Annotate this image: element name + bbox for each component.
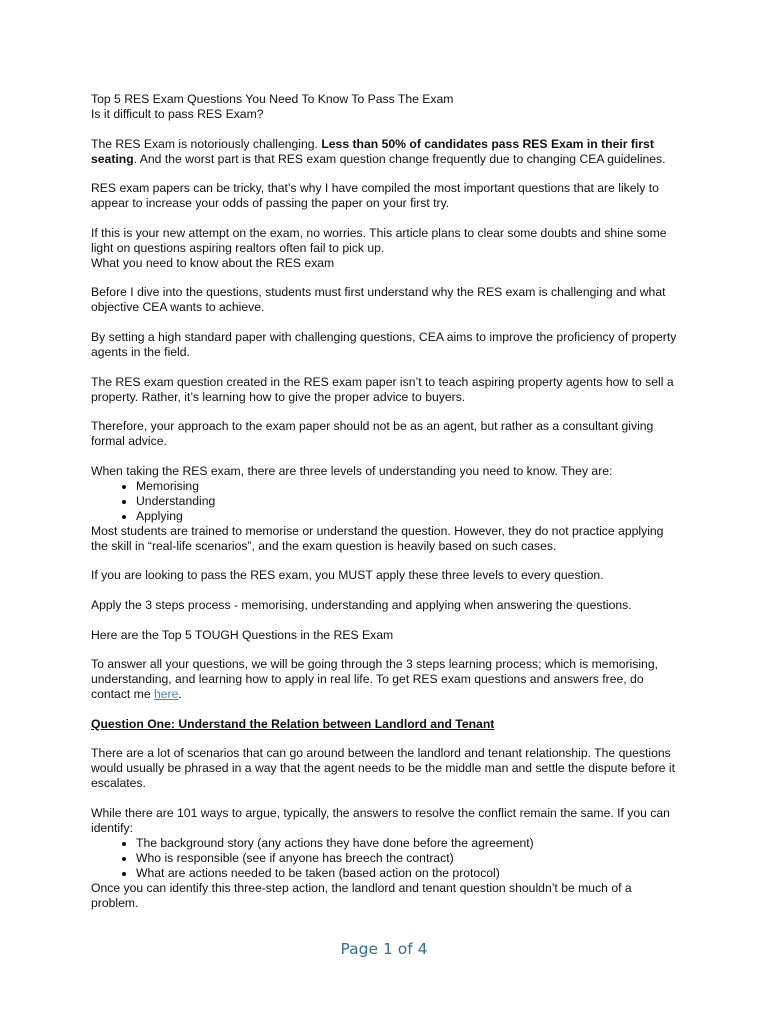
list-item: • Understanding	[136, 494, 681, 509]
levels-list	[91, 479, 681, 524]
document-body	[91, 92, 681, 911]
contact-link[interactable]: here	[154, 687, 179, 702]
document-title: Top 5 RES Exam Questions You Need To Know To Pass The Exam	[91, 92, 454, 106]
paragraph-new-attempt: If this is your new attempt on the exam, no worries. This article plans to clear some doubts and shine some light on questions aspiring realtors often fail to pick up.	[91, 225, 667, 255]
list-item: • What are actions needed to be taken (based action on the protocol)	[136, 866, 681, 881]
paragraph-approach: Therefore, your approach to the exam paper should not be as an agent, but rather as a consultant giving formal advice.	[91, 419, 654, 449]
paragraph-scenarios: There are a lot of scenarios that can go around between the landlord and tenant relationship. The questions would usually be phrased in a way that the agent needs to be the middle man and settle the dispute before it escalates.	[91, 746, 676, 791]
paragraph-answer	[91, 657, 681, 702]
answer-text-end: .	[178, 687, 182, 702]
paragraph-identify: While there are 101 ways to argue, typically, the answers to resolve the conflict remain the same. If you can identify:	[91, 805, 670, 835]
intro-bold-text: Less than 50% of candidates pass RES Exam in their first seating	[91, 136, 654, 166]
paragraph-standard: By setting a high standard paper with challenging questions, CEA aims to improve the proficiency of property agents in the field.	[91, 329, 677, 359]
paragraph-steps: Apply the 3 steps process - memorising, understanding and applying when answering the questions.	[91, 597, 632, 612]
paragraph-tricky: RES exam papers can be tricky, that’s why I have compiled the most important questions that are likely to appear to increase your odds of passing the paper on your first try.	[91, 181, 659, 211]
paragraph-top5: Here are the Top 5 TOUGH Questions in the RES Exam	[91, 627, 394, 642]
section-heading-know: What you need to know about the RES exam	[91, 255, 335, 270]
list-item: • Applying	[136, 509, 681, 524]
paragraph-dive: Before I dive into the questions, students must first understand why the RES exam is challenging and what objective CEA wants to achieve.	[91, 285, 666, 315]
identify-list	[91, 836, 681, 881]
paragraph-conclusion: Once you can identify this three-step action, the landlord and tenant question shouldn’t be much of a problem.	[91, 880, 632, 910]
list-item: • Memorising	[136, 479, 681, 494]
list-item: • The background story (any actions they have done before the agreement)	[136, 836, 681, 851]
document-subtitle: Is it difficult to pass RES Exam?	[91, 107, 264, 121]
paragraph-must-apply: If you are looking to pass the RES exam, you MUST apply these three levels to every question.	[91, 568, 604, 583]
paragraph-intro	[91, 137, 681, 167]
question-one-heading: Question One: Understand the Relation between Landlord and Tenant	[91, 716, 495, 731]
intro-text-end: . And the worst part is that RES exam question change frequently due to changing CEA guidelines.	[133, 151, 666, 166]
paragraph-students: Most students are trained to memorise or understand the question. However, they do not practice applying the skill in “real-life scenarios”, and the exam question is heavily based on such cases.	[91, 523, 664, 553]
intro-text: The RES Exam is notoriously challenging.	[91, 136, 322, 151]
paragraph-purpose: The RES exam question created in the RES exam paper isn’t to teach aspiring property agents how to sell a property. Rather, it’s learning how to give the proper advice to buyers.	[91, 374, 674, 404]
page-number: Page 1 of 4	[340, 940, 428, 958]
paragraph-levels: When taking the RES exam, there are three levels of understanding you need to know. They are:	[91, 463, 613, 478]
list-item: • Who is responsible (see if anyone has breech the contract)	[136, 851, 681, 866]
answer-text: To answer all your questions, we will be going through the 3 steps learning process; which is memorising, understanding, and learning how to apply in real life. To get RES exam questions and answers free, do contact me	[91, 657, 659, 702]
